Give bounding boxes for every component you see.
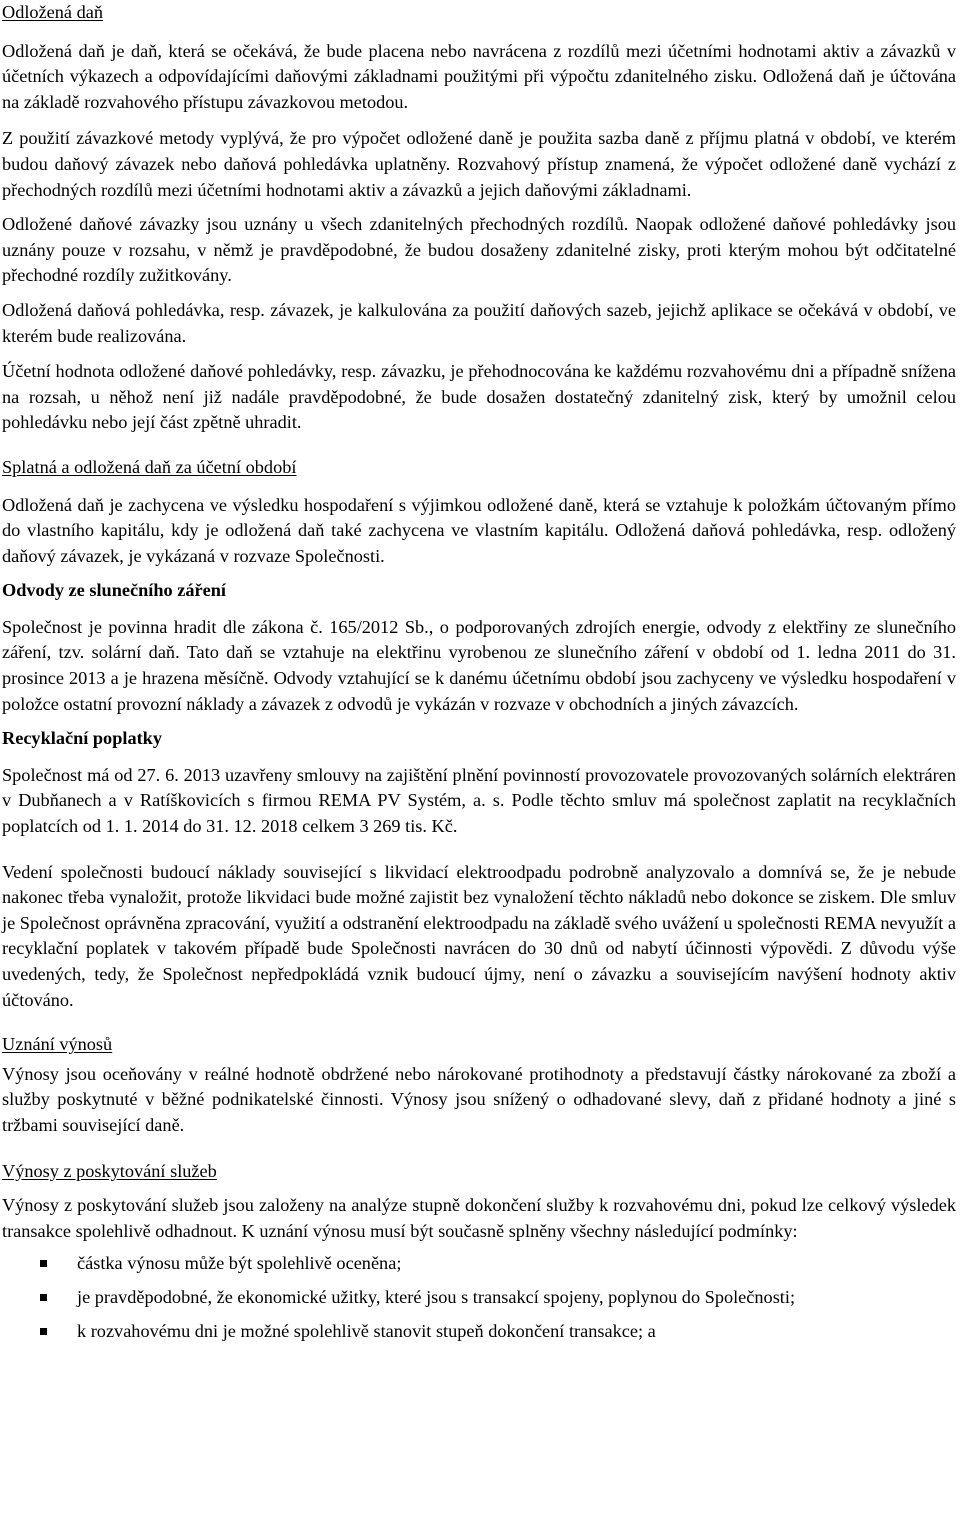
section-heading-uznani: Uznání výnosů — [2, 1034, 113, 1055]
paragraph-odlozena-3: Odložené daňové závazky jsou uznány u všech zdanitelných přechodných rozdílů. Naopak odložené daňové pohledávky jsou uznány pouze v rozsahu, v němž je pravděpodobné, že budou dosaženy zdanitelné zisky, proti kterým mohou být odčitatelné přechodné rozdíly zužitkovány. — [2, 214, 956, 286]
paragraph-odlozena-1: Odložená daň je daň, která se očekává, že bude placena nebo navrácena z rozdílů mezi účetními hodnotami aktiv a závazků v účetních výkazech a odpovídajícími daňovými základnami použitými při výpočtu zdanitelného zisku. Odložená daň je účtována na základě rozvahového přístupu závazkovou metodou. — [2, 40, 956, 112]
paragraph-recyklacni-2: Vedení společnosti budoucí náklady související s likvidací elektroodpadu podrobně analyzovalo a domnívá se, že je nebude nakonec třeba vynaložit, protože likvidaci bude možné zajistit bez vynaložení těchto nákladů nebo dokonce se ziskem. Dle smluv je Společnost oprávněna zpracování, využití a odstranění elektroodpadu na základě svého uvážení u společnosti REMA nevyužít a recyklační poplatek v takovém případě bude Společnosti navrácen do 30 dnů od nabytí účinnosti výpovědi. Z důvodu výše uvedených, tedy, že Společnost nepředpokládá vznik budoucí újmy, není o závazku a souvisejícím navýšení hodnoty aktiv účtováno. — [2, 861, 956, 1010]
paragraph-odvody-1: Společnost je povinna hradit dle zákona č. 165/2012 Sb., o podporovaných zdrojích energie, odvody z elektřiny ze slunečního záření, tzv. solární daň. Tato daň se vztahuje na elektřinu vyrobenou ze slunečního záření v období od 1. ledna 2011 do 31. prosince 2013 a je hrazena měsíčně. Odvody vztahující se k danému účetnímu období jsou zachyceny ve výsledku hospodaření v položce ostatní provozní náklady a závazek z odvodů je vykázán v rozvaze v obchodních a jiných závazcích. — [2, 616, 956, 714]
document-page — [2, 0, 956, 1353]
paragraph-uznani-1: Výnosy jsou oceňovány v reálné hodnotě obdržené nebo nárokované protihodnoty a představují částky nárokované za zboží a služby poskytnuté v běžné podnikatelské činnosti. Výnosy jsou snížený o odhadované slevy, daň z přidané hodnoty a jiné s tržbami související daně. — [2, 1063, 956, 1135]
section-heading-odvody: Odvody ze slunečního záření — [2, 580, 226, 601]
paragraph-odlozena-2: Z použití závazkové metody vyplývá, že pro výpočet odložené daně je použita sazba daně z příjmu platná v období, ve kterém budou daňový závazek nebo daňová pohledávka uplatněny. Rozvahový přístup znamená, že výpočet odložené daně vychází z přechodných rozdílů mezi účetními hodnotami aktiv a závazků a jejich daňovými základnami. — [2, 128, 956, 200]
conditions-list — [2, 1251, 956, 1353]
paragraph-odlozena-5: Účetní hodnota odložené daňové pohledávky, resp. závazku, je přehodnocována ke každému rozvahovému dni a případně snížena na rozsah, u něhož není již nadále pravděpodobné, že bude dosažen dostatečný zdanitelný zisk, který by umožnil celou pohledávku nebo její část zpětně uhradit. — [2, 361, 956, 433]
list-item — [2, 1319, 956, 1353]
paragraph-recyklacni-1: Společnost má od 27. 6. 2013 uzavřeny smlouvy na zajištění plnění povinností provozovatele provozovaných solárních elektráren v Dubňanech a v Ratíškovicích s firmou REMA PV Systém, a. s. Podle těchto smluv má společnost zaplatit na recyklačních poplatcích od 1. 1. 2014 do 31. 12. 2018 celkem 3 269 tis. Kč. — [2, 764, 956, 837]
square-bullet-icon — [40, 1260, 47, 1267]
section-heading-splatna: Splatná a odložená daň za účetní období — [2, 456, 297, 477]
list-item-text: částka výnosu může být spolehlivě oceněna; — [77, 1253, 402, 1274]
paragraph-odlozena-4: Odložená daňová pohledávka, resp. závazek, je kalkulována za použití daňových sazeb, jejichž aplikace se očekává v období, ve kterém bude realizována. — [2, 299, 956, 346]
paragraph-splatna-1: Odložená daň je zachycena ve výsledku hospodaření s výjimkou odložené daně, která se vztahuje k položkám účtovaným přímo do vlastního kapitálu, kdy je odložená daň také zachycena ve vlastním kapitálu. Odložená daňová pohledávka, resp. odložený daňový závazek, je vykázaná v rozvaze Společnosti. — [2, 494, 956, 566]
section-heading-vynosy-sluzeb: Výnosy z poskytování služeb — [2, 1160, 217, 1181]
list-item — [2, 1285, 956, 1319]
list-item — [2, 1251, 956, 1285]
section-heading-recyklacni: Recyklační poplatky — [2, 728, 162, 749]
section-heading-odlozena-dan: Odložená daň — [2, 2, 104, 22]
paragraph-vynosy-sluzeb-1: Výnosy z poskytování služeb jsou založeny na analýze stupně dokončení služby k rozvahovému dni, pokud lze celkový výsledek transakce spolehlivě odhadnout. K uznání výnosu musí být současně splněny všechny následující podmínky: — [2, 1195, 956, 1241]
list-item-text: je pravděpodobné, že ekonomické užitky, které jsou s transakcí spojeny, poplynou do Společnosti; — [77, 1287, 796, 1308]
list-item-text: k rozvahovému dni je možné spolehlivě stanovit stupeň dokončení transakce; a — [77, 1321, 656, 1342]
square-bullet-icon — [40, 1294, 47, 1301]
square-bullet-icon — [40, 1328, 47, 1335]
